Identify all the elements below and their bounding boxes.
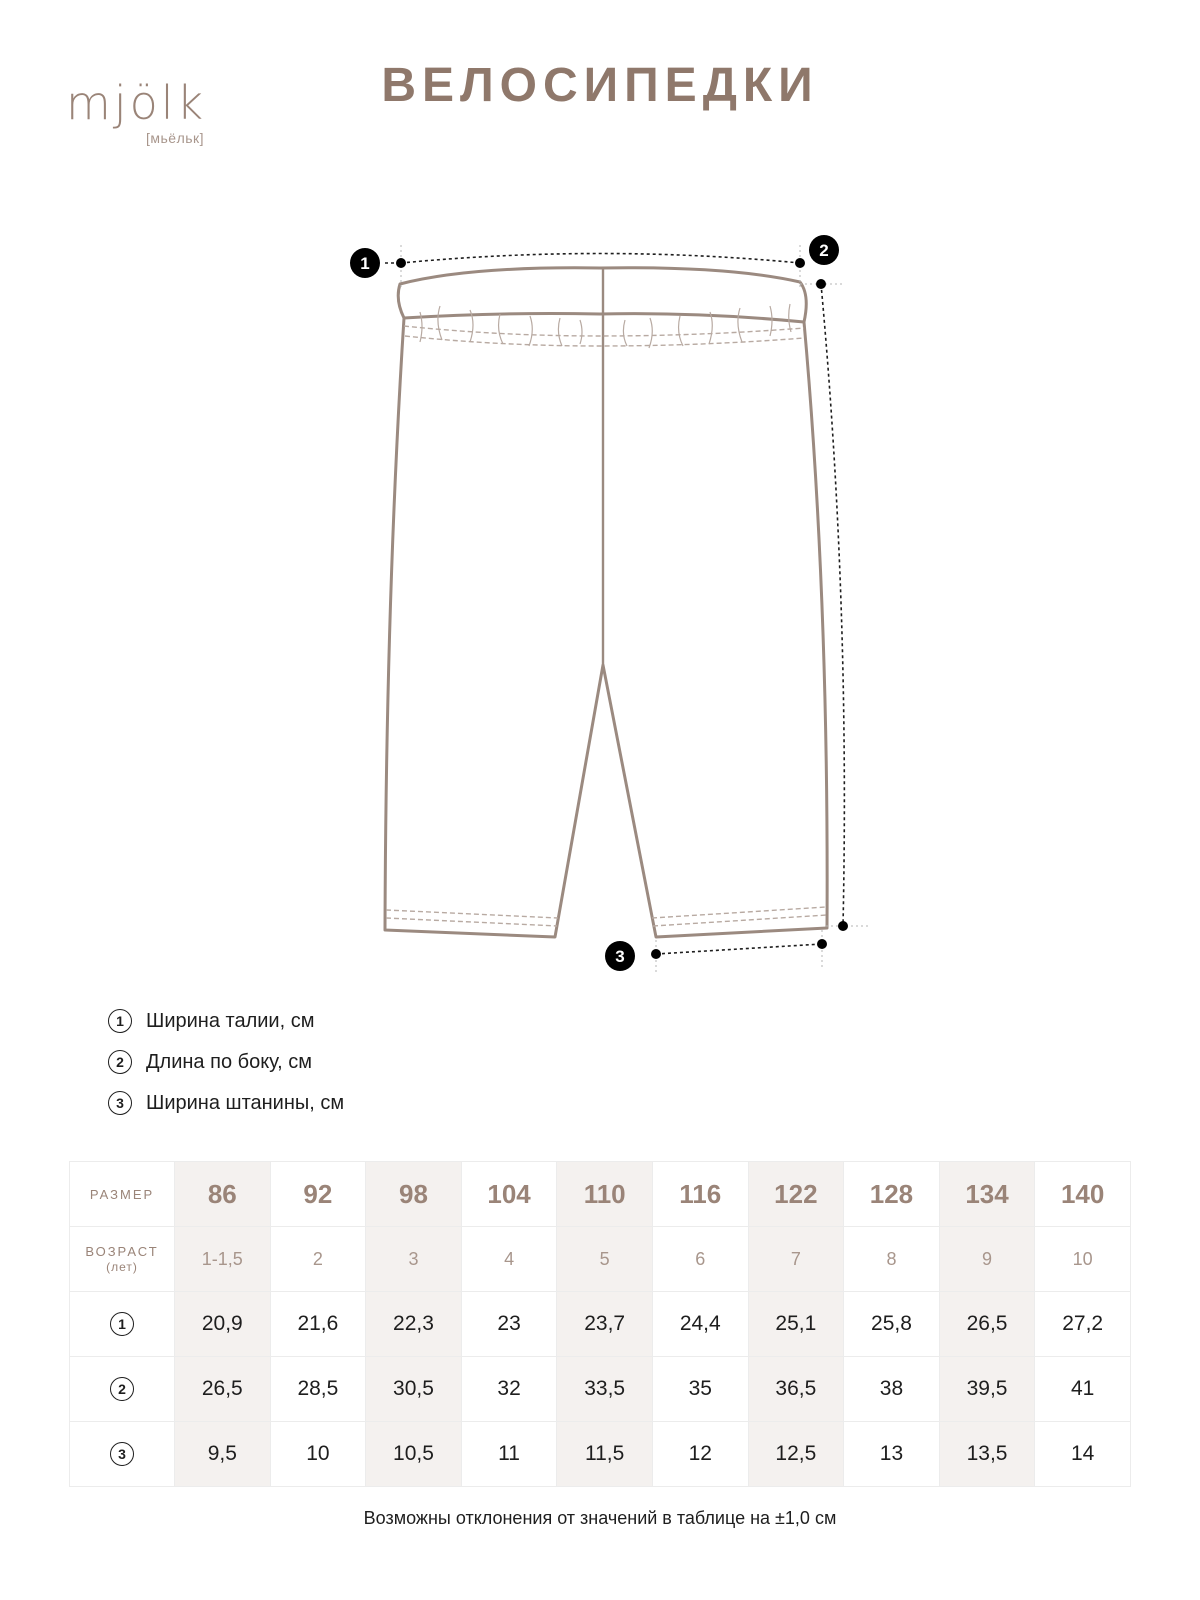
measure-value: 11,5 (585, 1442, 625, 1465)
size-cell (652, 1162, 748, 1227)
age-header-unit: (лет) (106, 1260, 138, 1274)
measure-value: 39,5 (966, 1377, 1008, 1400)
measure-cell (557, 1357, 653, 1422)
measure-cell (939, 1357, 1035, 1422)
measure-cell (366, 1422, 462, 1487)
measure-1-endpoint-left (396, 258, 406, 268)
measure-value: 21,6 (297, 1312, 339, 1335)
measure-value: 27,2 (1062, 1312, 1104, 1335)
measure-value: 11 (498, 1442, 520, 1465)
measure-cell (939, 1292, 1035, 1357)
row-number-badge: 2 (110, 1377, 134, 1401)
measure-cell (844, 1357, 940, 1422)
measure-row-marker (70, 1357, 175, 1422)
legend-text: Ширина штанины, см (146, 1091, 345, 1114)
size-cell (557, 1162, 653, 1227)
measure-row-side-length (70, 1357, 1131, 1422)
age-row (70, 1227, 1131, 1292)
age-header (70, 1227, 175, 1292)
measure-value: 26,5 (966, 1312, 1008, 1335)
size-cell (844, 1162, 940, 1227)
measure-value: 30,5 (393, 1377, 434, 1400)
age-value: 4 (504, 1248, 515, 1269)
size-cell (1035, 1162, 1131, 1227)
measure-value: 20,9 (201, 1312, 243, 1335)
measure-cell (652, 1357, 748, 1422)
measure-cell (557, 1422, 653, 1487)
marker-1-label: 1 (360, 254, 370, 273)
age-value: 2 (312, 1248, 323, 1269)
size-table (69, 1161, 1131, 1487)
age-cell (461, 1227, 557, 1292)
size-value: 134 (965, 1178, 1009, 1209)
measure-row-waist (70, 1292, 1131, 1357)
legend-number-badge: 3 (108, 1091, 132, 1115)
measure-cell (844, 1292, 940, 1357)
measure-value: 26,5 (201, 1377, 243, 1400)
measure-1-endpoint-right (795, 258, 805, 268)
size-value: 86 (207, 1178, 237, 1209)
measure-cell (748, 1422, 844, 1487)
legend-number-badge: 1 (108, 1009, 132, 1033)
measure-value: 23,7 (584, 1312, 626, 1335)
age-cell (366, 1227, 462, 1292)
measure-value: 13,5 (966, 1442, 1008, 1465)
measure-value: 9,5 (207, 1442, 237, 1465)
size-cell (461, 1162, 557, 1227)
measure-3-endpoint-left (651, 949, 661, 959)
age-cell (844, 1227, 940, 1292)
measure-2-endpoint-bottom (838, 921, 848, 931)
measure-cell (270, 1357, 366, 1422)
measure-value: 38 (879, 1377, 904, 1400)
measure-value: 35 (688, 1377, 712, 1400)
size-value: 92 (303, 1178, 333, 1209)
measure-line-3 (656, 944, 822, 954)
size-value: 104 (487, 1178, 531, 1209)
size-value: 110 (583, 1178, 626, 1209)
legend-item (108, 1048, 344, 1076)
measure-cell (1035, 1357, 1131, 1422)
age-cell (939, 1227, 1035, 1292)
measure-cell (557, 1292, 653, 1357)
measure-cell (461, 1422, 557, 1487)
measure-value: 10 (306, 1442, 330, 1465)
measure-row-leg-width (70, 1422, 1131, 1487)
measure-cell (175, 1357, 271, 1422)
measure-cell (844, 1422, 940, 1487)
logo-wordmark: mjölk (66, 76, 207, 130)
measure-cell (270, 1422, 366, 1487)
row-number-badge: 3 (110, 1442, 134, 1466)
measure-cell (748, 1357, 844, 1422)
size-value: 140 (1060, 1178, 1105, 1209)
measure-value: 12,5 (775, 1442, 817, 1465)
measure-cell (366, 1357, 462, 1422)
measure-cell (461, 1292, 557, 1357)
size-value: 98 (399, 1178, 428, 1209)
legend-item (108, 1089, 344, 1117)
measure-3-endpoint-right (817, 939, 827, 949)
age-value: 6 (695, 1248, 706, 1269)
measure-row-marker (70, 1422, 175, 1487)
age-cell (1035, 1227, 1131, 1292)
row-number-badge: 1 (110, 1312, 134, 1336)
age-value: 9 (982, 1248, 993, 1269)
marker-2-label: 2 (819, 241, 829, 260)
shorts-outline (385, 318, 827, 937)
legend-item (108, 1007, 344, 1035)
waist-stitch-2 (405, 336, 804, 346)
age-cell (557, 1227, 653, 1292)
hem-stitch-left-2 (386, 918, 557, 926)
measure-cell (1035, 1422, 1131, 1487)
legend-text: Длина по боку, см (146, 1050, 313, 1073)
size-value: 116 (679, 1178, 722, 1209)
age-cell (652, 1227, 748, 1292)
age-value: 8 (886, 1248, 897, 1269)
age-cell (270, 1227, 366, 1292)
size-row (70, 1162, 1131, 1227)
age-cell (748, 1227, 844, 1292)
measure-value: 23 (497, 1312, 521, 1335)
page-title: ВЕЛОСИПЕДКИ (381, 59, 819, 112)
size-value: 128 (869, 1178, 914, 1209)
measure-value: 36,5 (775, 1377, 817, 1400)
age-cell (175, 1227, 271, 1292)
measure-value: 25,8 (871, 1312, 912, 1335)
size-cell (366, 1162, 462, 1227)
size-cell (270, 1162, 366, 1227)
age-header-label: ВОЗРАСТ (85, 1244, 159, 1259)
measure-2-endpoint-top (816, 279, 826, 289)
measure-value: 32 (497, 1377, 521, 1400)
size-header (70, 1162, 175, 1227)
age-value: 3 (408, 1248, 419, 1269)
age-value: 7 (790, 1248, 801, 1269)
measure-value: 13 (879, 1442, 904, 1465)
measure-cell (1035, 1292, 1131, 1357)
measure-value: 12 (688, 1442, 712, 1465)
measure-value: 33,5 (584, 1377, 626, 1400)
legend-text: Ширина талии, см (146, 1009, 315, 1032)
age-value: 1-1,5 (201, 1248, 243, 1269)
measure-cell (175, 1422, 271, 1487)
size-cell (939, 1162, 1035, 1227)
measurement-legend (108, 1007, 344, 1130)
size-cell (748, 1162, 844, 1227)
measure-line-1 (401, 254, 800, 264)
measure-cell (652, 1292, 748, 1357)
tolerance-note: Возможны отклонения от значений в таблице на ±1,0 см (363, 1508, 837, 1528)
measure-value: 14 (1070, 1442, 1095, 1465)
size-value: 122 (774, 1178, 818, 1209)
measure-row-marker (70, 1292, 175, 1357)
measure-value: 10,5 (393, 1442, 434, 1465)
marker-3-label: 3 (615, 947, 625, 966)
size-header-label: РАЗМЕР (89, 1186, 155, 1202)
measure-cell (175, 1292, 271, 1357)
measure-value: 24,4 (679, 1312, 721, 1335)
measure-cell (652, 1422, 748, 1487)
measure-value: 41 (1070, 1377, 1095, 1400)
measure-value: 28,5 (297, 1377, 339, 1400)
measure-cell (939, 1422, 1035, 1487)
measure-value: 22,3 (393, 1312, 434, 1335)
size-cell (175, 1162, 271, 1227)
age-value: 10 (1072, 1248, 1093, 1269)
age-value: 5 (599, 1248, 610, 1269)
measure-cell (366, 1292, 462, 1357)
measure-cell (748, 1292, 844, 1357)
logo-subtitle: [мьёльк] (146, 130, 205, 146)
measure-cell (461, 1357, 557, 1422)
hem-stitch-left-1 (386, 910, 558, 918)
measure-cell (270, 1292, 366, 1357)
measure-line-2 (821, 284, 844, 926)
legend-number-badge: 2 (108, 1050, 132, 1074)
measure-value: 25,1 (775, 1312, 817, 1335)
